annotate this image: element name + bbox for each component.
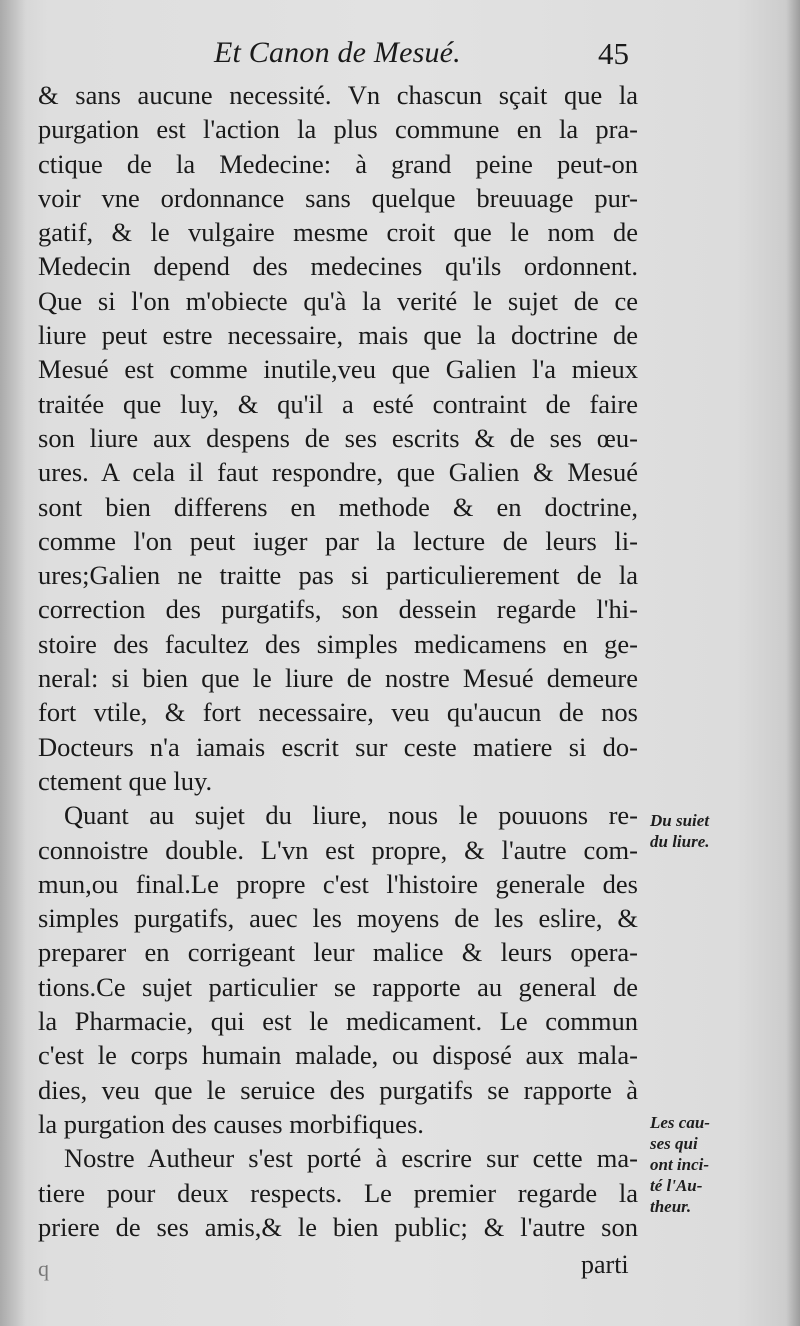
text-line: stoire des facultez des simples medicamens en ge-	[38, 628, 638, 659]
running-title: Et Canon de Mesué.	[214, 36, 461, 69]
margin-note-line: ont inci-	[650, 1155, 710, 1174]
signature-mark: q	[38, 1256, 49, 1281]
text-line: voir vne ordonnance sans quelque breuuage pur-	[38, 182, 638, 213]
text-line: liure peut estre necessaire, mais que la doctrine de	[38, 320, 638, 351]
text-line: tions.Ce sujet particulier se rapporte au general de	[38, 971, 638, 1002]
text-line: ctique de la Medecine: à grand peine peut-on	[38, 148, 638, 179]
text-line: ctement que luy.	[38, 765, 213, 796]
text-line: c'est le corps humain malade, ou disposé aux mala-	[38, 1040, 638, 1071]
text-line: la Pharmacie, qui est le medicament. Le commun	[38, 1006, 638, 1037]
margin-note-causes	[650, 1112, 710, 1217]
text-line: Docteurs n'a iamais escrit sur ceste matiere si do-	[38, 731, 638, 762]
text-line: fort vtile, & fort necessaire, veu qu'aucun de nos	[38, 697, 638, 728]
text-line: simples purgatifs, auec les moyens de les eslire, &	[38, 903, 638, 934]
text-line: comme l'on peut iuger par la lecture de leurs li-	[38, 525, 638, 556]
text-line: tiere pour deux respects. Le premier regarde la	[38, 1177, 638, 1208]
margin-note-subject	[650, 810, 710, 852]
text-line: mun,ou final.Le propre c'est l'histoire generale des	[38, 868, 638, 899]
margin-note-line: du liure.	[650, 832, 710, 851]
text-line: & sans aucune necessité. Vn chascun sçait que la	[38, 80, 638, 110]
text-line: son liure aux despens de ses escrits & de ses œu-	[38, 422, 638, 453]
gutter-shadow	[0, 0, 26, 1326]
text-line: preparer en corrigeant leur malice & leurs opera-	[38, 937, 638, 968]
text-line: priere de ses amis,& le bien public; & l'autre son	[38, 1211, 638, 1242]
text-line: ures. A cela il faut respondre, que Galien & Mesué	[38, 457, 638, 488]
margin-note-line: theur.	[650, 1197, 692, 1216]
page-edge-shadow	[786, 0, 800, 1326]
text-line: ures;Galien ne traitte pas si particulierement de la	[38, 560, 638, 591]
text-line: gatif, & le vulgaire mesme croit que le nom de	[38, 217, 638, 248]
margin-note-line: ses qui	[650, 1134, 698, 1153]
margin-note-line: té l'Au-	[650, 1176, 703, 1195]
text-line: connoistre double. L'vn est propre, & l'autre com-	[38, 834, 638, 865]
text-line: correction des purgatifs, son dessein regarde l'hi-	[38, 594, 638, 625]
text-line: la purgation des causes morbifiques.	[38, 1108, 424, 1139]
text-line: Mesué est comme inutile,veu que Galien l'a mieux	[38, 354, 638, 385]
text-line: purgation est l'action la plus commune en la pra-	[38, 114, 638, 145]
text-line: neral: si bien que le liure de nostre Mesué demeure	[38, 663, 638, 694]
catchword: parti	[581, 1250, 629, 1279]
text-line: Que si l'on m'obiecte qu'à la verité le sujet de ce	[38, 285, 638, 316]
margin-note-line: Les cau-	[650, 1113, 710, 1132]
body-text	[38, 78, 638, 1244]
text-line: sont bien differens en methode & en doctrine,	[38, 491, 638, 522]
page-number: 45	[598, 36, 629, 71]
margin-note-line: Du suiet	[650, 811, 710, 830]
text-line: dies, veu que le seruice des purgatifs se rapporte à	[38, 1074, 638, 1105]
text-line: traitée que luy, & qu'il a esté contraint de faire	[38, 388, 638, 419]
text-line: Quant au sujet du liure, nous le pouuons re-	[64, 800, 638, 831]
text-line: Medecin depend des medecines qu'ils ordonnent.	[38, 251, 638, 282]
text-line: Nostre Autheur s'est porté à escrire sur cette ma-	[64, 1143, 638, 1174]
